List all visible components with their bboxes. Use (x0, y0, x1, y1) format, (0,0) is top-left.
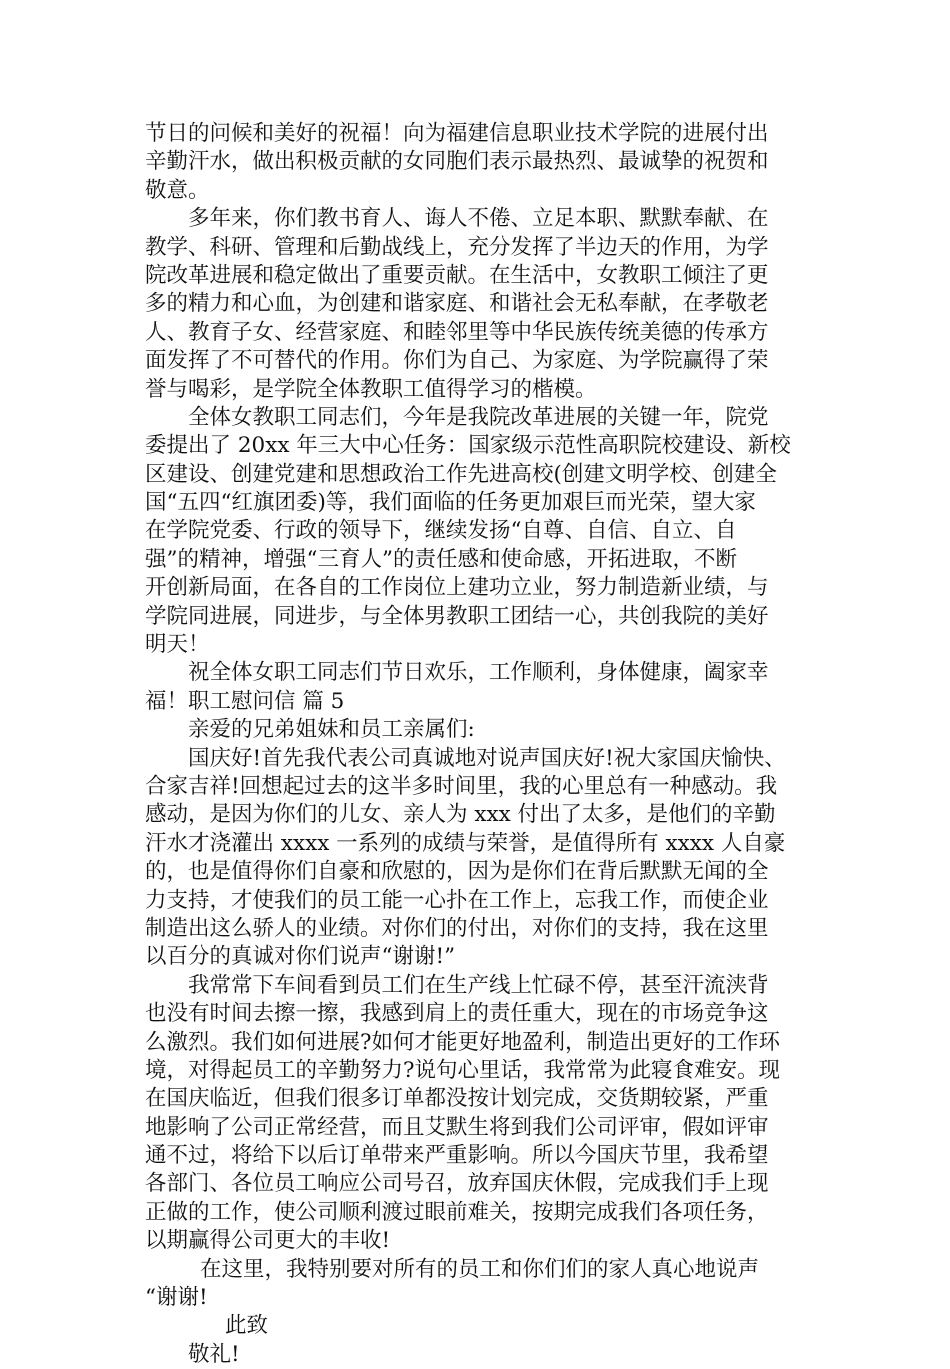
text-line: 在学院党委、行政的领导下，继续发扬“自尊、自信、自立、自 (145, 518, 737, 544)
text-line: 国庆好!首先我代表公司真诚地对说声国庆好!祝大家国庆愉快、 (188, 745, 786, 771)
text-line: 的，也是值得你们自豪和欣慰的，因为是你们在背后默默无闻的全 (145, 859, 769, 885)
text-line: 祝全体女职工同志们节日欢乐，工作顺利，身体健康，阖家幸 (188, 660, 769, 686)
text-line: 正做的工作，使公司顺利渡过眼前难关，按期完成我们各项任务， (145, 1199, 769, 1225)
text-line: 各部门、各位员工响应公司号召，放弃国庆休假，完成我们手上现 (145, 1171, 769, 1197)
text-line: 多的精力和心血，为创建和谐家庭、和谐社会无私奉献，在孝敬老 (145, 291, 769, 317)
text-line: 合家吉祥!回想起过去的这半多时间里，我的心里总有一种感动。我 (145, 773, 778, 799)
text-line: 敬意。 (145, 177, 210, 203)
text-line: 制造出这么骄人的业绩。对你们的付出，对你们的支持，我在这里 (145, 915, 769, 941)
text-line: 也没有时间去擦一擦，我感到肩上的责任重大，现在的市场竞争这 (145, 1001, 769, 1027)
text-line: 国“五四“红旗团委)等，我们面临的任务更加艰巨而光荣，望大家 (145, 490, 756, 516)
text-line: 么激烈。我们如何进展?如何才能更好地盈利，制造出更好的工作环 (145, 1029, 781, 1055)
text-line: 全体女教职工同志们，今年是我院改革进展的关键一年，院党 (188, 404, 769, 430)
text-line: 委提出了 20xx 年三大中心任务：国家级示范性高职院校建设、新校 (145, 433, 791, 459)
text-line: 此致 (225, 1313, 269, 1339)
text-line: 强”的精神，增强“三育人”的责任感和使命感，开拓进取，不断 (145, 546, 737, 572)
text-line: 院改革进展和稳定做出了重要贡献。在生活中，女教职工倾注了更 (145, 262, 769, 288)
text-line: 誉与喝彩，是学院全体教职工值得学习的楷模。 (145, 376, 597, 402)
text-line: 明天！ (145, 632, 210, 658)
text-line: 开创新局面，在各自的工作岗位上建功立业，努力制造新业绩，与 (145, 575, 769, 601)
text-line: 在国庆临近，但我们很多订单都没按计划完成，交货期较紧，严重 (145, 1086, 769, 1112)
text-line: 通不过，将给下以后订单带来严重影响。所以今国庆节里，我希望 (145, 1143, 769, 1169)
text-line: 节日的问候和美好的祝福！向为福建信息职业技术学院的进展付出 (145, 121, 769, 146)
text-line: 教学、科研、管理和后勤战线上，充分发挥了半边天的作用，为学 (145, 234, 769, 260)
text-line: 以百分的真诚对你们说声“谢谢!” (145, 944, 456, 970)
document-body (145, 120, 825, 1369)
text-line: 以期赢得公司更大的丰收! (145, 1228, 391, 1254)
text-line: 辛勤汗水，做出积极贡献的女同胞们表示最热烈、最诚挚的祝贺和 (145, 149, 769, 175)
text-line: 地影响了公司正常经营，而且艾默生将到我们公司评审，假如评审 (145, 1114, 769, 1140)
text-line: 敬礼! (188, 1341, 240, 1367)
text-line: 区建设、创建党建和思想政治工作先进高校(创建文明学校、创建全 (145, 461, 777, 487)
text-line: 力支持，才使我们的员工能一心扑在工作上，忘我工作，而使企业 (145, 887, 769, 913)
text-line: 境，对得起员工的辛勤努力?说句心里话，我常常为此寝食难安。现 (145, 1057, 781, 1083)
text-line: 多年来，你们教书育人、诲人不倦、立足本职、默默奉献、在 (188, 206, 769, 232)
text-line: 感动，是因为你们的儿女、亲人为 xxx 付出了太多，是他们的辛勤 (145, 802, 776, 828)
text-line: “谢谢! (145, 1285, 208, 1311)
text-line: 在这里，我特别要对所有的员工和你们们的家人真心地说声 (200, 1256, 760, 1282)
text-line: 亲爱的兄弟姐妹和员工亲属们: (188, 717, 475, 743)
text-line: 汗水才浇灌出 xxxx 一系列的成绩与荣誉，是值得所有 xxxx 人自豪 (145, 830, 786, 856)
text-line: 福！职工慰问信 篇 5 (145, 688, 345, 714)
text-line: 学院同进展，同进步，与全体男教职工团结一心，共创我院的美好 (145, 603, 769, 629)
text-line: 我常常下车间看到员工们在生产线上忙碌不停，甚至汗流浃背 (188, 972, 769, 998)
text-line: 人、教育子女、经营家庭、和睦邻里等中华民族传统美德的传承方 (145, 319, 769, 345)
text-line: 面发挥了不可替代的作用。你们为自己、为家庭、为学院赢得了荣 (145, 348, 769, 374)
